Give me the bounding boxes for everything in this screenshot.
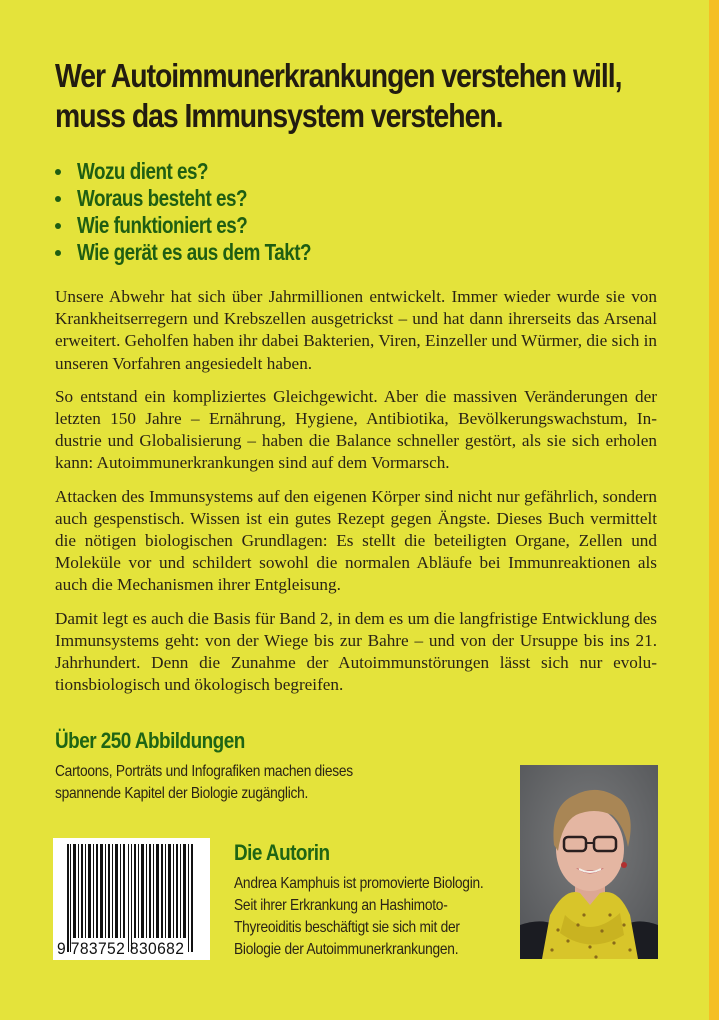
bullet-icon	[55, 169, 61, 175]
portrait-image-icon	[520, 765, 658, 959]
isbn-digits: 9 783752 830682	[57, 939, 185, 958]
author-bio: Andrea Kamphuis ist promovierte Biologin. Seit ihrer Erkrankung an Hashimoto- Thyreoiditis beschäftigt sie sich mit der Biologie der Autoimmunerkrankungen.	[234, 875, 484, 958]
headline-line-1: Wer Autoimmunerkrankungen verstehen will,	[55, 57, 622, 94]
spine-edge-strip	[709, 0, 719, 1020]
blurb-paragraph: Attacken des Immunsystems auf den eigenen Körper sind nicht nur gefährlich, sondern auch gespenstisch. Wissen ist ein gutes Rezept gegen Ängste. Dieses Buch vermittelt die nötigen biologischen Grundlagen: Es stellt die beteiligten Organe, Zellen und Moleküle vor und schildert sowohl die normalen Abläufe bei Immunreaktionen als auch die Mechanismen ihrer Entgleisung.	[55, 486, 657, 595]
question-item: Woraus besteht es?	[52, 185, 362, 212]
bullet-icon	[55, 196, 61, 202]
illustrations-text: Cartoons, Porträts und Infografiken machen dieses spannende Kapitel der Biologie zugänglich.	[55, 763, 353, 802]
bullet-icon	[55, 223, 61, 229]
question-item: Wozu dient es?	[52, 158, 362, 185]
illustrations-section	[55, 728, 495, 805]
blurb-body	[55, 286, 657, 707]
bullet-icon	[55, 250, 61, 256]
question-item: Wie funktioniert es?	[52, 212, 362, 239]
blurb-paragraph: Unsere Abwehr hat sich über Jahrmillionen entwickelt. Immer wieder wurde sie von Krankheitserregern und Krebszellen ausgetrickst – und hat dann ihrerseits das Arsenal erweitert. Geholfen haben ihr dabei Bakterien, Viren, Einzeller und Würmer, die sich in unseren Vorfahren angesiedelt haben.	[55, 287, 657, 373]
author-photo	[520, 765, 658, 959]
author-title: Die Autorin	[234, 840, 330, 865]
illustrations-title: Über 250 Abbildungen	[55, 728, 245, 753]
blurb-paragraph: Damit legt es auch die Basis für Band 2, in dem es um die langfristige Entwicklung des Immunsystems geht: von der Wiege bis zur Bahre – und von der Ursuppe bis ins 21. Jahrhundert. Denn die Zunahme der Autoimmunstörungen lässt sich nur evolutionsbiologisch und ökologisch begreifen.	[55, 608, 657, 695]
headline-line-2: muss das Immunsystem verstehen.	[55, 97, 503, 134]
author-section	[234, 840, 524, 961]
question-list	[52, 158, 362, 266]
blurb-paragraph: So entstand ein kompliziertes Gleichgewicht. Aber die massiven Veränderungen der letzten 150 Jahre – Ernährung, Hygiene, Antibiotika, Bevölkerungswachstum, Industrie und Globalisierung – haben die Balance schneller gestört, als sie sich erholen kann: Autoimmunerkrankungen sind auf dem Vormarsch.	[55, 386, 657, 473]
headline	[55, 56, 622, 136]
question-item: Wie gerät es aus dem Takt?	[52, 239, 362, 266]
isbn-barcode	[53, 838, 210, 960]
